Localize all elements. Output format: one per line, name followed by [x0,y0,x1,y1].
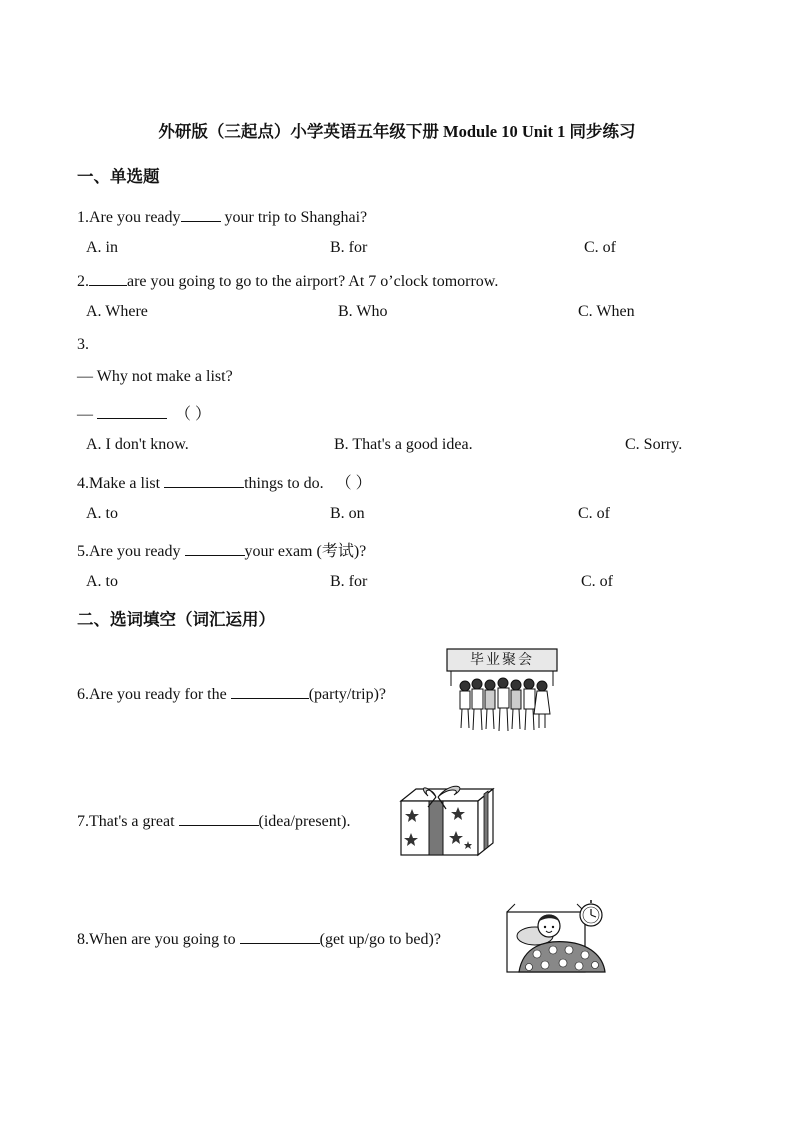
banner-text: 毕业聚会 [470,652,534,668]
answer-blank[interactable] [240,929,320,944]
question-5-text-end: your exam (考试)? [244,543,367,560]
question-2-number: 2. [77,273,89,290]
question-6-text-start: 6.Are you ready for the [77,686,231,703]
question-8 [77,929,441,949]
answer-blank[interactable] [89,271,127,286]
question-1-text-start: 1.Are you ready [77,209,181,226]
answer-blank[interactable] [164,473,244,488]
answer-paren: （ ） [175,406,212,423]
section-heading-word-choice: 二、选词填空（词汇运用） [77,610,275,629]
q3-option-a[interactable]: A. I don't know. [86,436,189,453]
q1-option-c[interactable]: C. of [584,239,616,256]
question-1 [77,207,367,227]
graduation-party-illustration [443,646,561,738]
child-in-bed-icon [505,900,607,974]
q2-option-c[interactable]: C. When [578,303,635,320]
question-7 [77,811,350,831]
q1-option-b[interactable]: B. for [330,239,368,256]
question-2-text: are you going to go to the airport? At 7 o’clock tomorrow. [127,273,499,290]
question-4-text-start: 4.Make a list [77,475,165,492]
q5-option-a[interactable]: A. to [86,573,118,590]
question-8-text-end: (get up/go to bed)? [319,931,441,948]
question-1-text-end: your trip to Shanghai? [220,209,368,226]
q1-option-a[interactable]: A. in [86,239,118,256]
q5-option-b[interactable]: B. for [330,573,368,590]
q5-option-c[interactable]: C. of [581,573,613,590]
page-title: 外研版（三起点）小学英语五年级下册 Module 10 Unit 1 同步练习 [158,122,636,141]
q4-option-a[interactable]: A. to [86,505,118,522]
question-6 [77,684,386,704]
q3-option-c[interactable]: C. Sorry. [625,436,683,453]
question-3-prompt: — Why not make a list? [77,368,233,385]
question-7-text-start: 7.That's a great [77,813,179,830]
answer-blank[interactable] [231,684,309,699]
question-8-text-start: 8.When are you going to [77,931,240,948]
question-6-text-end: (party/trip)? [308,686,387,703]
q4-option-b[interactable]: B. on [330,505,365,522]
gift-box-illustration [398,781,496,857]
q3-option-b[interactable]: B. That's a good idea. [334,436,473,453]
answer-blank[interactable] [97,404,167,419]
question-5 [77,538,366,561]
answer-blank[interactable] [185,541,245,556]
question-4 [77,470,372,493]
question-5-text-start: 5.Are you ready [77,543,185,560]
question-2 [77,271,498,291]
gift-box-icon [398,781,496,857]
answer-blank[interactable] [179,811,259,826]
question-7-text-end: (idea/present). [258,813,351,830]
question-4-text-end: things to do. [244,475,324,492]
answer-blank[interactable] [181,207,221,222]
answer-paren: （ ） [335,475,372,492]
q2-option-a[interactable]: A. Where [86,303,148,320]
section-heading-single-choice: 一、单选题 [77,167,160,186]
dash: — [77,406,93,423]
question-3-number: 3. [77,336,89,353]
child-waking-up-illustration [505,900,607,974]
q4-option-c[interactable]: C. of [578,505,610,522]
question-3-response [77,401,211,424]
q2-option-b[interactable]: B. Who [338,303,388,320]
